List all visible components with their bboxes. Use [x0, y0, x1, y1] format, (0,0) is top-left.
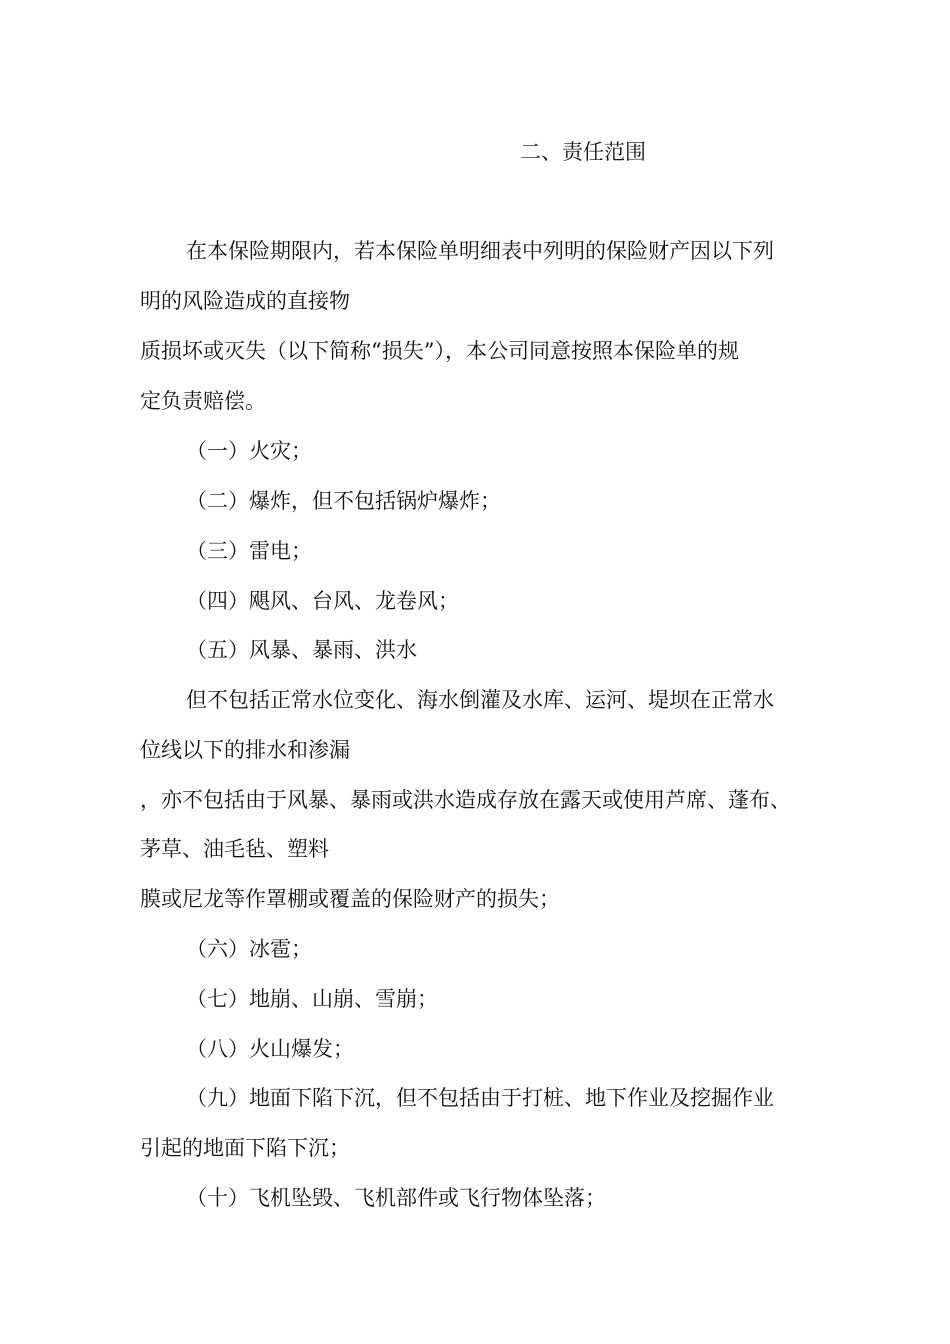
list-item: （八）火山爆发；	[186, 1037, 354, 1061]
paragraph-line: 在本保险期限内，若本保险单明细表中列明的保险财产因以下列	[186, 239, 774, 263]
paragraph-line: 茅草、油毛毡、塑料	[140, 837, 329, 861]
paragraph-line: ，亦不包括由于风暴、暴雨或洪水造成存放在露天或使用芦席、蓬布、	[140, 788, 791, 812]
list-item: （九）地面下陷下沉，但不包括由于打桩、地下作业及挖掘作业	[186, 1086, 774, 1110]
paragraph-line: 定负责赔偿。	[140, 389, 266, 413]
list-item: （七）地崩、山崩、雪崩；	[186, 987, 438, 1011]
list-item: （四）飓风、台风、龙卷风；	[186, 589, 459, 613]
section-heading: 二、责任范围	[520, 140, 646, 164]
paragraph-line: 质损坏或灭失（以下简称“损失”），本公司同意按照本保险单的规	[140, 339, 739, 363]
paragraph-line: 位线以下的排水和渗漏	[140, 738, 350, 762]
list-item: （六）冰雹；	[186, 937, 312, 961]
list-item: （三）雷电；	[186, 539, 312, 563]
list-item: （二）爆炸，但不包括锅炉爆炸；	[186, 489, 501, 513]
paragraph-line: 明的风险造成的直接物	[140, 289, 350, 313]
list-item: （五）风暴、暴雨、洪水	[186, 638, 417, 662]
list-item: （十）飞机坠毁、飞机部件或飞行物体坠落；	[186, 1186, 606, 1210]
paragraph-line: 膜或尼龙等作罩棚或覆盖的保险财产的损失；	[140, 887, 560, 911]
paragraph-line: 但不包括正常水位变化、海水倒灌及水库、运河、堤坝在正常水	[186, 688, 774, 712]
list-item: （一）火灾；	[186, 439, 312, 463]
paragraph-line: 引起的地面下陷下沉；	[140, 1136, 350, 1160]
